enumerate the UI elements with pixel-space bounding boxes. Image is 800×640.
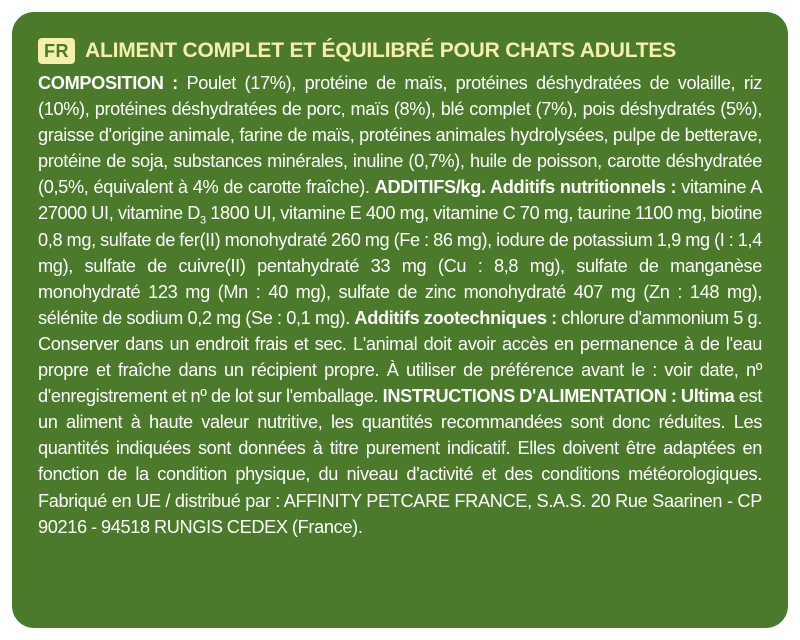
zootechnical-additives-text: chlorure d'ammonium 5 g. Conserver dans un endroit frais et sec. L'animal doit avoir accès en permanence à de l'eau propre et fraîche dans un récipient propre. À utiliser de préférence avant le : voir date, nº d'enregistrement et nº de lot sur l'emballage. <box>38 307 762 407</box>
feeding-instructions-heading: INSTRUCTIONS D'ALIMENTATION : Ultima <box>382 386 735 407</box>
additifs-text-part-1: vitamine A 27000 UI, vitamine D <box>38 177 763 224</box>
additifs-text-part-2: 1800 UI, vitamine E 400 mg, vitamine C 70 mg, taurine 1100 mg, biotine 0,8 mg, sulfate de fer(II) monohydraté 260 mg (Fe : 86 mg), iodure de potassium 1,9 mg (I : 1,4 mg), sulfate de cuivre(II) pentahydraté 33 mg (Cu : 8,8 mg), sulfate de manganèse monohydraté 123 mg (Mn : 40 mg), sulfate de zinc monohydraté 407 mg (Zn : 148 mg), sélénite de sodium 0,2 mg (Se : 0,1 mg). <box>38 203 762 328</box>
vitamin-d-subscript: 3 <box>200 215 206 228</box>
feeding-instructions-text: est un aliment à haute valeur nutritive, les quantités recommandées sont donc réduites. Les quantités indiquées sont données à titre purement indicatif. Elles doivent être adaptées en fonction de la condition physique, du niveau d'activité et des conditions météorologiques. Fabriqué en UE / distribué par : AFFINITY PETCARE FRANCE, S.A.S. 20 Rue Saarinen - CP 90216 - 94518 RUNGIS CEDEX (France). <box>38 386 763 537</box>
label-header <box>38 34 762 68</box>
composition-heading: COMPOSITION : <box>38 73 178 93</box>
additifs-heading: ADDITIFS/kg. Additifs nutritionnels : <box>374 177 677 198</box>
label-panel <box>12 12 788 628</box>
composition-text: Poulet (17%), protéine de maïs, protéines déshydratées de volaille, riz (10%), protéines déshydratées de porc, maïs (8%), blé complet (7%), pois déshydratés (5%), graisse d'origine animale, farine de maïs, protéines animales hydrolysées, pulpe de betterave, protéine de soja, substances minérales, inuline (0,7%), huile de poisson, carotte déshydratée (0,5%, équivalent à 4% de carotte fraîche). <box>38 73 762 198</box>
label-body-text <box>38 70 762 540</box>
language-badge: FR <box>38 38 75 64</box>
product-title: ALIMENT COMPLET ET ÉQUILIBRÉ POUR CHATS ADULTES <box>85 39 677 62</box>
zootechnical-additives-heading: Additifs zootechniques : <box>354 307 557 328</box>
